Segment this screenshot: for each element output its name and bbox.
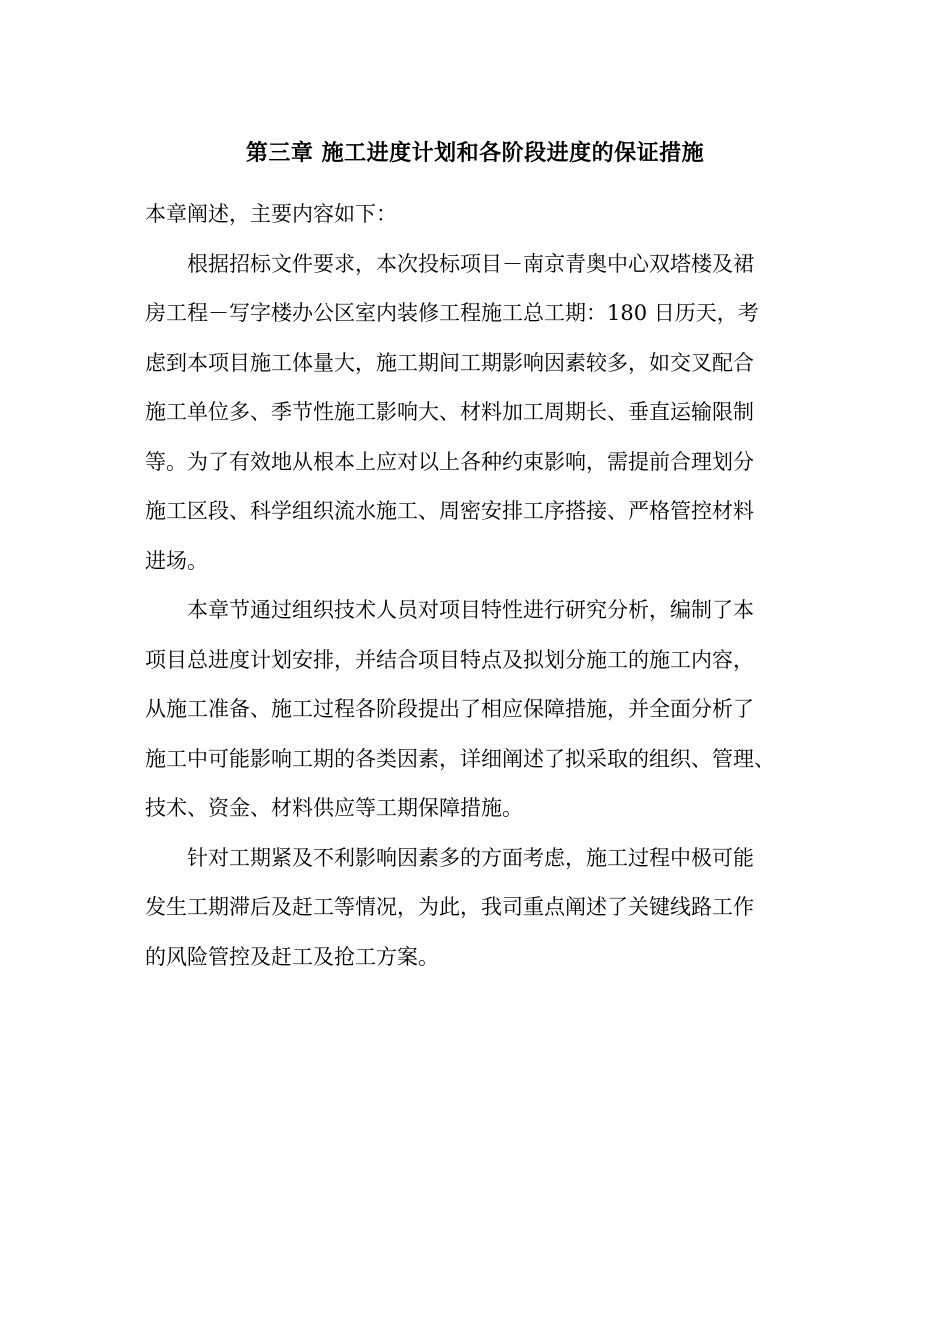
paragraph-2 [145, 586, 805, 834]
paragraph-line: 等。为了有效地从根本上应对以上各种约束影响，需提前合理划分 [145, 449, 754, 474]
paragraph-line: 施工单位多、季节性施工影响大、材料加工周期长、垂直运输限制 [145, 400, 754, 424]
intro-text: 本章阐述，主要内容如下： [145, 202, 397, 226]
document-page [145, 128, 805, 982]
paragraph-line: 施工区段、科学组织流水施工、周密安排工序搭接、严格管控材料 [145, 499, 754, 523]
paragraph-line: 项目总进度计划安排，并结合项目特点及拟划分施工的施工内容， [145, 647, 754, 672]
paragraph-line: 从施工准备、施工过程各阶段提出了相应保障措施，并全面分析了 [145, 697, 754, 721]
chapter-title: 第三章 施工进度计划和各阶段进度的保证措施 [245, 140, 705, 166]
paragraph-line: 的风险管控及赶工及抢工方案。 [145, 944, 439, 969]
paragraph-3 [145, 834, 805, 983]
paragraph-line: 施工中可能影响工期的各类因素，详细阐述了拟采取的组织、管理、 [145, 746, 775, 771]
paragraph-line: 发生工期滞后及赶工等情况，为此，我司重点阐述了关键线路工作 [145, 895, 754, 919]
paragraph-line: 进场。 [145, 548, 208, 573]
paragraph-line: 房工程－写字楼办公区室内装修工程施工总工期：180 日历天，考 [145, 301, 759, 325]
paragraph-line: 技术、资金、材料供应等工期保障措施。 [145, 796, 523, 820]
paragraph-line: 虑到本项目施工体量大，施工期间工期影响因素较多，如交叉配合 [145, 350, 754, 375]
paragraph-line: 本章节通过组织技术人员对项目特性进行研究分析，编制了本 [187, 598, 754, 622]
paragraph-1 [145, 240, 805, 587]
paragraph-line: 针对工期紧及不利影响因素多的方面考虑，施工过程中极可能 [187, 845, 754, 870]
paragraph-line: 根据招标文件要求，本次投标项目－南京青奥中心双塔楼及裙 [187, 251, 754, 276]
